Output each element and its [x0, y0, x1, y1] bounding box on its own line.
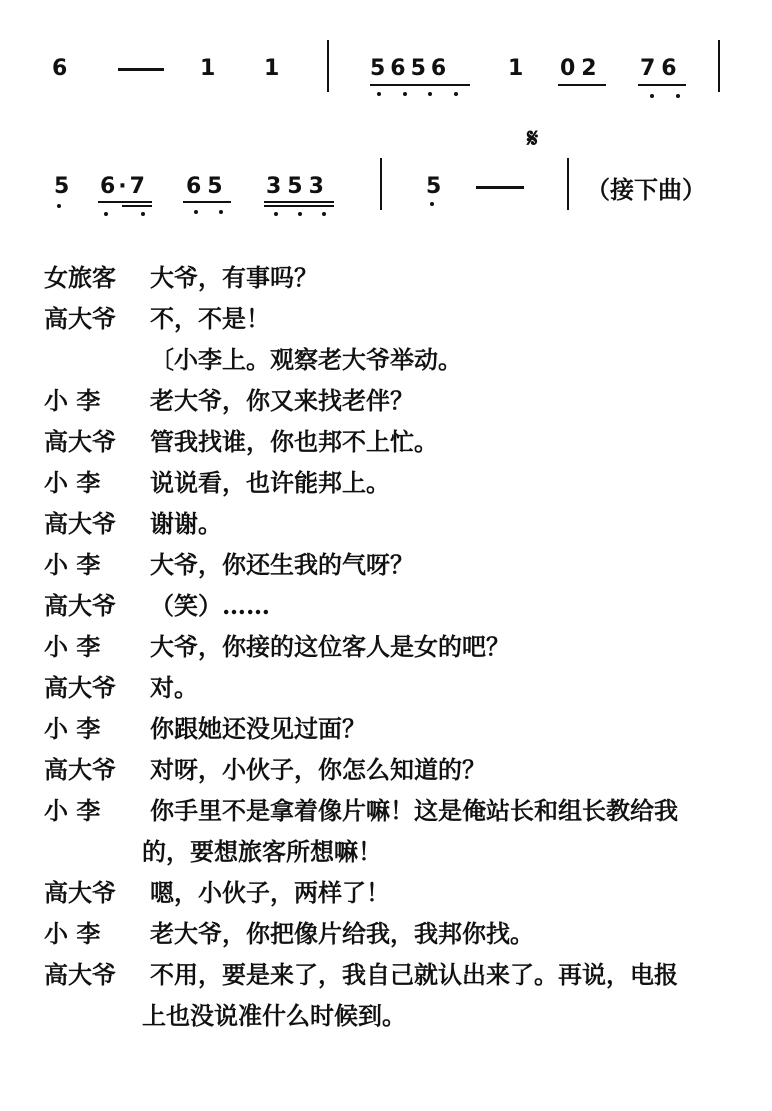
continue-label: （接下曲） [586, 175, 706, 204]
dialogue-text: 大爷，你接的这位客人是女的吧？ [150, 632, 510, 661]
dialogue-text: 对。 [150, 673, 198, 702]
dialogue-line [44, 262, 744, 303]
dialogue-line [44, 590, 744, 631]
dialogue-line [44, 303, 744, 344]
dialogue-line [44, 754, 744, 795]
dialogue-line [44, 426, 744, 467]
dialogue-text: 管我找谁，你也邦不上忙。 [150, 427, 438, 456]
dialogue-text: 老大爷，你又来找老伴？ [150, 386, 414, 415]
note: 1 [264, 56, 280, 81]
speaker-name: 高大爷 [44, 509, 116, 538]
note-group: 02 [560, 56, 603, 81]
note-group: 65 [186, 174, 229, 199]
beam-line [370, 84, 470, 86]
dialogue-line [44, 344, 744, 385]
dialogue-text: 大爷，有事吗？ [150, 263, 318, 292]
sustain-dash [476, 186, 524, 189]
beam-line [122, 205, 152, 207]
speaker-name: 高大爷 [44, 878, 116, 907]
dialogue-line [44, 836, 744, 877]
dialogue-text: 说说看，也许能邦上。 [150, 468, 390, 497]
low-octave-dot [274, 212, 278, 216]
low-octave-dot [428, 92, 432, 96]
low-octave-dot [298, 212, 302, 216]
low-octave-dot [430, 202, 434, 206]
dialogue-line [44, 795, 744, 836]
barline [567, 158, 569, 210]
sustain-dash [118, 68, 164, 71]
beam-line [264, 205, 334, 207]
speaker-name: 高大爷 [44, 673, 116, 702]
beam-line [98, 201, 152, 203]
dialogue-text: 你跟她还没见过面？ [150, 714, 366, 743]
dialogue-script [44, 262, 744, 1041]
low-octave-dot [57, 204, 61, 208]
numbered-music-score [0, 0, 772, 240]
speaker-name: 女旅客 [44, 263, 116, 292]
speaker-name: 高大爷 [44, 755, 116, 784]
dialogue-line [44, 877, 744, 918]
low-octave-dot [650, 94, 654, 98]
speaker-name: 小 李 [44, 386, 101, 415]
speaker-name: 小 李 [44, 919, 101, 948]
dialogue-line [44, 959, 744, 1000]
speaker-name: 高大爷 [44, 304, 116, 333]
dialogue-line [44, 631, 744, 672]
low-octave-dot [322, 212, 326, 216]
note: 5 [54, 174, 70, 199]
dialogue-line [44, 549, 744, 590]
note: 1 [508, 56, 524, 81]
beam-line [558, 84, 606, 86]
low-octave-dot [403, 92, 407, 96]
dialogue-text: 〔小李上。观察老大爷举动。 [150, 345, 462, 374]
dialogue-text: 老大爷，你把像片给我，我邦你找。 [150, 919, 534, 948]
speaker-name: 小 李 [44, 468, 101, 497]
low-octave-dot [676, 94, 680, 98]
dialogue-line [44, 467, 744, 508]
dialogue-line [44, 672, 744, 713]
note: 5 [426, 174, 442, 199]
low-octave-dot [141, 212, 145, 216]
low-octave-dot [219, 210, 223, 214]
beam-line [264, 201, 334, 203]
low-octave-dot [454, 92, 458, 96]
dialogue-text: 上也没说准什么时候到。 [142, 1001, 406, 1030]
dialogue-text: 对呀，小伙子，你怎么知道的？ [150, 755, 486, 784]
beam-line [183, 201, 231, 203]
note: 1 [200, 56, 216, 81]
dialogue-line [44, 713, 744, 754]
speaker-name: 高大爷 [44, 960, 116, 989]
dialogue-line [44, 1000, 744, 1041]
dialogue-text: 的，要想旅客所想嘛！ [142, 837, 382, 866]
low-octave-dot [104, 212, 108, 216]
low-octave-dot [377, 92, 381, 96]
dialogue-line [44, 385, 744, 426]
note-group: 5656 [370, 56, 452, 81]
speaker-name: 小 李 [44, 632, 101, 661]
speaker-name: 小 李 [44, 796, 101, 825]
beam-line [638, 84, 686, 86]
dialogue-text: （笑）…… [150, 591, 270, 620]
segno-sign: 𝄋 [527, 124, 539, 154]
dialogue-line [44, 508, 744, 549]
dialogue-text: 大爷，你还生我的气呀？ [150, 550, 414, 579]
note-group: 353 [266, 174, 330, 199]
dialogue-text: 不用，要是来了，我自己就认出来了。再说，电报 [150, 960, 678, 989]
speaker-name: 高大爷 [44, 427, 116, 456]
dialogue-line [44, 918, 744, 959]
dialogue-text: 你手里不是拿着像片嘛！这是俺站长和组长教给我 [150, 796, 678, 825]
dialogue-text: 嗯，小伙子，两样了！ [150, 878, 390, 907]
dialogue-text: 谢谢。 [150, 509, 222, 538]
barline [380, 158, 382, 210]
low-octave-dot [194, 210, 198, 214]
note-group: 76 [640, 56, 683, 81]
speaker-name: 小 李 [44, 550, 101, 579]
dialogue-text: 不，不是！ [150, 304, 270, 333]
barline [718, 40, 720, 92]
speaker-name: 高大爷 [44, 591, 116, 620]
barline [327, 40, 329, 92]
note: 6 [52, 56, 68, 81]
speaker-name: 小 李 [44, 714, 101, 743]
note-group: 6·7 [100, 174, 148, 199]
